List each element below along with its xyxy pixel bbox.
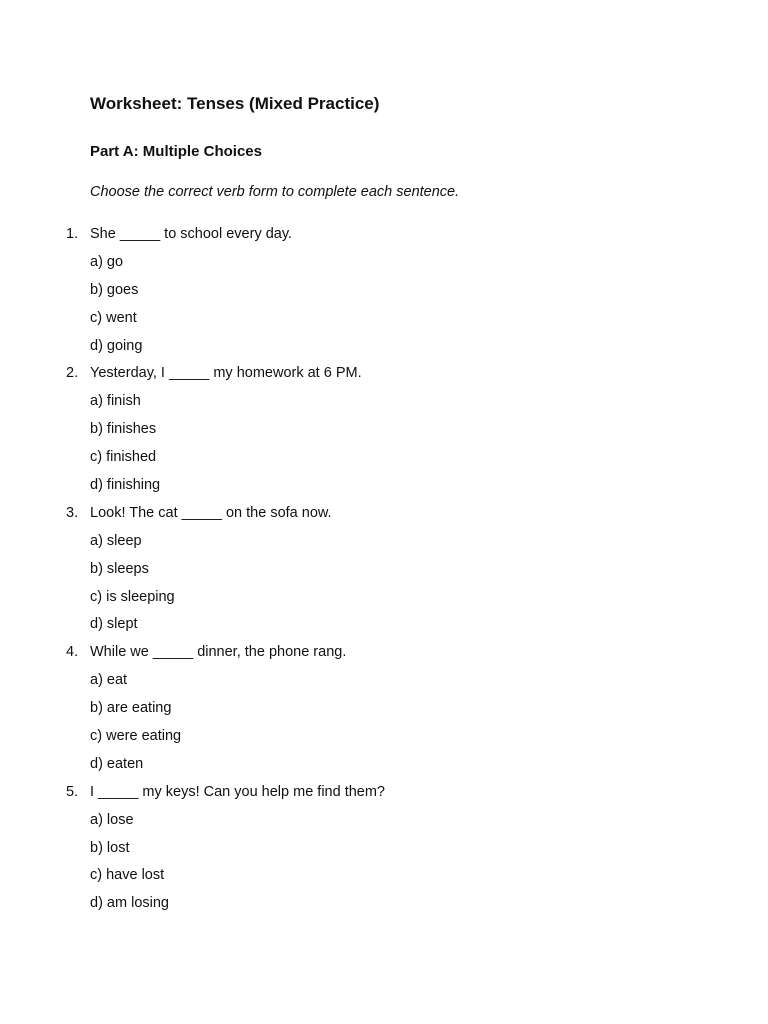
option-label: b) finishes: [90, 421, 157, 438]
question-text: She _____ to school every day.: [90, 226, 293, 242]
option-item: [0, 670, 768, 698]
option-list: [0, 670, 768, 782]
option-list: [0, 810, 768, 922]
question-text: I _____ my keys! Can you help me find them?: [90, 783, 385, 800]
option-label: c) were eating: [90, 728, 182, 745]
question-item: [0, 363, 768, 502]
option-item: [0, 838, 768, 866]
question-number: 3.: [66, 504, 79, 521]
question-item: [0, 503, 768, 642]
question-line: [0, 503, 768, 531]
option-label: a) eat: [90, 672, 128, 689]
option-item: [0, 726, 768, 754]
option-label: c) have lost: [90, 867, 165, 884]
question-list: [0, 224, 768, 921]
option-item: [0, 252, 768, 280]
question-number: 1.: [66, 226, 79, 242]
option-label: c) went: [90, 309, 137, 326]
option-item: [0, 893, 768, 921]
question-number: 4.: [66, 644, 79, 661]
option-item: [0, 698, 768, 726]
instruction-text: Choose the correct verb form to complete each sentence.: [90, 184, 460, 200]
question-item: [0, 224, 768, 363]
question-text: Look! The cat _____ on the sofa now.: [90, 504, 332, 521]
question-text: While we _____ dinner, the phone rang.: [90, 644, 347, 661]
option-list: [0, 252, 768, 364]
question-number: 2.: [66, 365, 79, 382]
option-item: [0, 587, 768, 615]
option-label: a) go: [90, 253, 124, 270]
option-label: a) lose: [90, 811, 134, 828]
option-item: [0, 614, 768, 642]
question-line: [0, 782, 768, 810]
option-item: [0, 754, 768, 782]
option-label: a) finish: [90, 393, 141, 410]
option-label: b) are eating: [90, 700, 172, 717]
option-list: [0, 391, 768, 503]
option-label: d) going: [90, 337, 143, 354]
option-label: d) am losing: [90, 895, 169, 912]
question-item: [0, 642, 768, 781]
option-label: a) sleep: [90, 532, 142, 549]
option-label: d) finishing: [90, 477, 161, 494]
option-item: [0, 865, 768, 893]
option-item: [0, 419, 768, 447]
option-label: b) sleeps: [90, 560, 149, 577]
option-item: [0, 531, 768, 559]
option-item: [0, 308, 768, 336]
option-label: c) finished: [90, 449, 157, 466]
question-line: [0, 363, 768, 391]
option-item: [0, 447, 768, 475]
question-item: [0, 782, 768, 921]
question-number: 5.: [66, 783, 79, 800]
option-label: d) eaten: [90, 755, 144, 772]
option-label: d) slept: [90, 616, 138, 633]
option-item: [0, 559, 768, 587]
question-text: Yesterday, I _____ my homework at 6 PM.: [90, 365, 362, 382]
option-item: [0, 475, 768, 503]
option-label: b) goes: [90, 281, 139, 298]
option-item: [0, 810, 768, 838]
option-item: [0, 280, 768, 308]
question-line: [0, 224, 768, 252]
option-item: [0, 336, 768, 364]
option-label: c) is sleeping: [90, 588, 175, 605]
option-list: [0, 531, 768, 643]
section-heading-part-a: Part A: Multiple Choices: [90, 143, 262, 160]
option-item: [0, 391, 768, 419]
option-label: b) lost: [90, 839, 130, 856]
page-title: Worksheet: Tenses (Mixed Practice): [90, 94, 380, 113]
question-line: [0, 642, 768, 670]
